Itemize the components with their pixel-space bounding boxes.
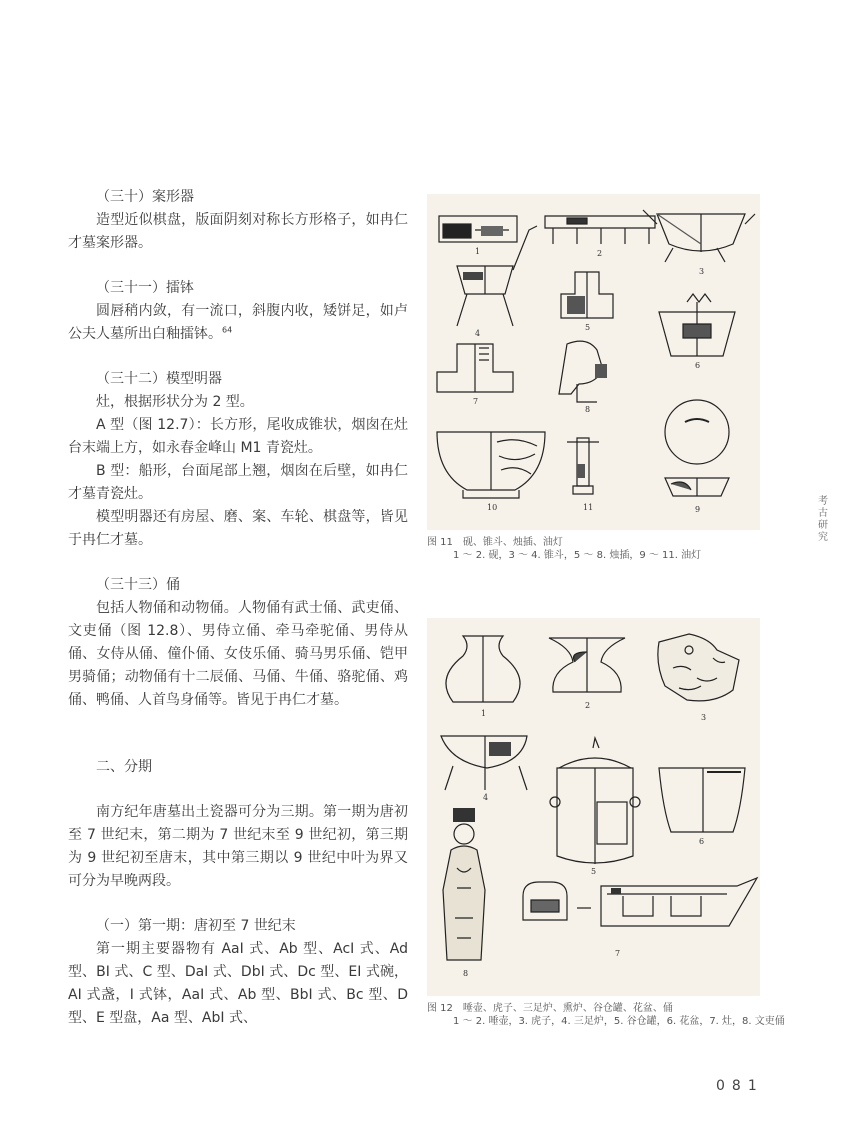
fig12-item-6 [659,768,745,832]
fig12-item-1 [446,636,520,702]
body-text-column [68,186,408,1030]
figure-11-drawings [427,194,760,530]
paragraph: 圆唇稍内敛，有一流口，斜腹内收，矮饼足，如卢公夫人墓所出白釉擂钵。$^{64}$ [68,303,408,342]
fig11-item-1 [439,216,517,242]
section-heading-30: （三十）案形器 [96,189,194,205]
fig12-label: 3 [701,713,707,722]
fig11-item-4 [457,226,537,326]
fig11-item-9 [665,400,729,496]
fig12-item-5 [550,738,640,864]
paragraph: B 型：船形，台面尾部上翘，烟囱在后壁，如冉仁才墓青瓷灶。 [68,463,408,502]
paragraph: 模型明器还有房屋、磨、案、车轮、棋盘等，皆见于冉仁才墓。 [68,509,408,548]
fig11-label: 4 [475,329,481,338]
fig11-label: 2 [597,249,603,258]
paragraph: 造型近似棋盘，版面阴刻对称长方形格子，如冉仁才墓案形器。 [68,212,408,251]
fig12-label: 6 [699,837,705,846]
fig12-item-7 [523,878,757,926]
paragraph: A 型（图 12.7）：长方形，尾收成锥状，烟囱在灶台末端上方，如永春金峰山 M1 青瓷灶。 [68,417,408,456]
fig12-item-2 [549,638,625,692]
fig11-label: 1 [475,247,481,256]
paragraph: 包括人物俑和动物俑。人物俑有武士俑、武吏俑、文吏俑（图 12.8）、男侍立俑、牵马牵驼俑、男侍从俑、女侍从俑、僮仆俑、女伎乐俑、骑马男乐俑、铠甲男骑俑；动物俑有十二辰俑、马俑、牛俑、骆驼俑、鸡俑、鸭俑、人首鸟身俑等。皆见于冉仁才墓。 [68,600,408,708]
fig11-label: 10 [487,503,498,512]
caption-title: 图 11 砚、锥斗、烛插、油灯 [427,537,563,548]
fig11-label: 3 [699,267,705,276]
figure-12 [427,618,760,996]
figure-12-caption [427,1002,787,1028]
fig11-label: 11 [583,503,594,512]
section-heading-2: 二、分期 [96,759,152,775]
fig11-item-10 [437,432,545,498]
paragraph: 第一期主要器物有 AaI 式、Ab 型、AcI 式、Ad 型、BI 式、C 型、DaI 式、DbI 式、Dc 型、EI 式碗，AI 式盏，I 式钵，AaI 式、Ab 型、BbI 式、Bc 型、D 型、E 型盘，Aa 型、AbI 式、 [68,941,408,1026]
footnote-ref: 64 [222,325,233,335]
fig11-item-11 [567,438,599,494]
fig12-item-3 [658,634,739,701]
fig12-label: 2 [585,701,591,710]
caption-title: 图 12 唾壶、虎子、三足炉、熏炉、谷仓罐、花盆、俑 [427,1003,673,1014]
fig11-item-6 [659,294,735,356]
section-heading-33: （三十三）俑 [96,577,180,593]
fig11-item-7 [437,344,513,392]
figure-11 [427,194,760,530]
section-heading-31: （三十一）擂钵 [96,280,194,296]
fig12-item-4 [441,736,527,790]
fig12-label: 1 [481,709,487,718]
figure-12-drawings [427,618,760,996]
caption-detail: 1 ～ 2. 砚，3 ～ 4. 锥斗，5 ～ 8. 烛插，9 ～ 11. 油灯 [453,550,702,561]
page-number: 081 [716,1078,764,1094]
fig11-label: 8 [585,405,591,414]
figure-11-caption [427,536,787,562]
fig11-item-3 [643,210,755,262]
paragraph: 灶，根据形状分为 2 型。 [96,394,254,410]
paragraph: 南方纪年唐墓出土瓷器可分为三期。第一期为唐初至 7 世纪末，第二期为 7 世纪末至 9 世纪初，第三期为 9 世纪初至唐末，其中第三期以 9 世纪中叶为界又可分为早晚两段。 [68,804,408,889]
fig11-label: 6 [695,361,701,370]
fig12-label: 7 [615,949,621,958]
fig12-label: 8 [463,969,469,978]
fig11-label: 7 [473,397,479,406]
fig11-item-2 [545,216,655,244]
fig11-item-5 [561,272,613,318]
section-heading-32: （三十二）模型明器 [96,371,222,387]
fig11-label: 9 [695,505,701,514]
section-sidebar-label: 考古研究 [818,496,828,543]
fig11-item-8 [559,341,607,402]
caption-detail: 1 ～ 2. 唾壶，3. 虎子，4. 三足炉，5. 谷仓罐，6. 花盆，7. 灶，8. 文吏俑 [453,1016,785,1027]
fig12-label: 4 [483,793,489,802]
fig12-item-8 [443,808,485,960]
fig12-label: 5 [591,867,597,876]
fig11-label: 5 [585,323,591,332]
subsection-heading-period-1: （一）第一期：唐初至 7 世纪末 [96,918,296,934]
